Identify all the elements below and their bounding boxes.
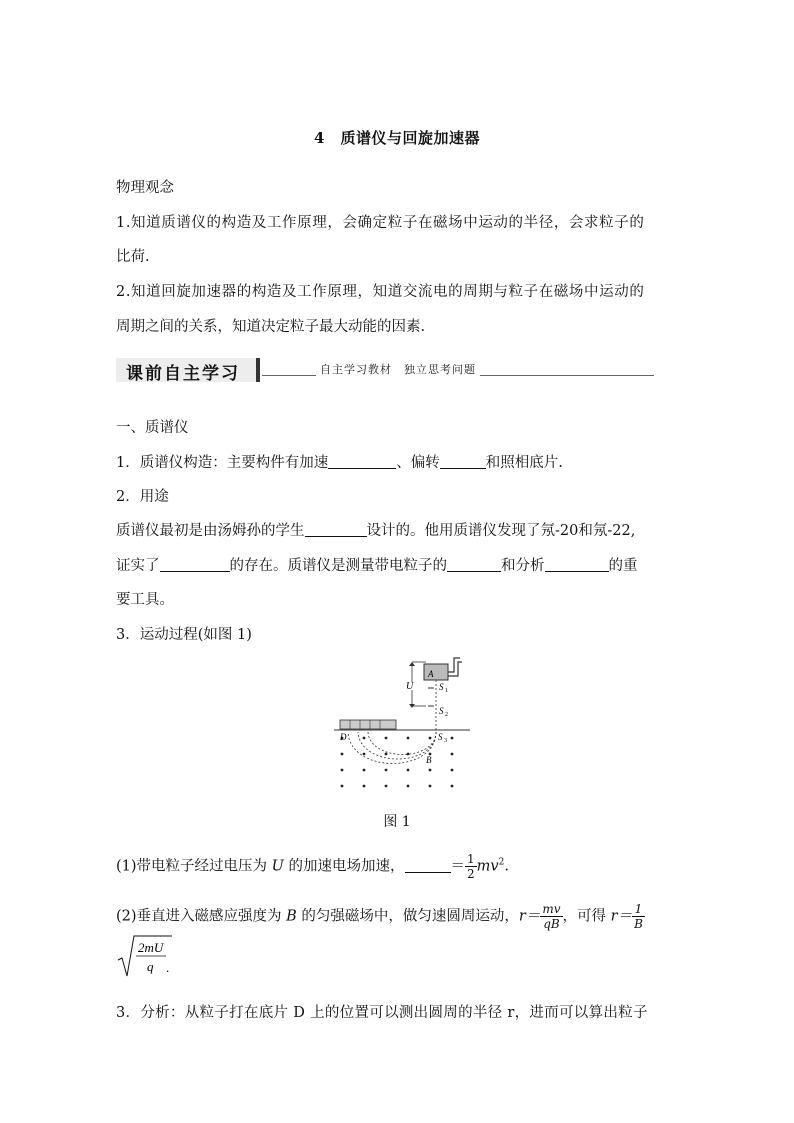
label-s3: S — [438, 732, 443, 742]
step-2-var: B — [286, 908, 297, 925]
section-banner — [116, 358, 656, 384]
page-title: 4 质谱仪与回旋加速器 — [314, 129, 480, 147]
label-s2: S — [439, 706, 444, 716]
source-pipe-inner — [448, 662, 462, 676]
fraction-mv-qb: $\frac{mv}{qB}$ — [542, 902, 561, 931]
concept-1-line-2: 比荷. — [116, 249, 150, 265]
step-1-tail: mv — [476, 858, 499, 875]
item-2-l2-mid1: 的存在。质谱仪是测量带电粒子的 — [229, 558, 447, 574]
voltage-arrowhead-up — [409, 662, 415, 666]
photographic-plate — [340, 720, 396, 729]
item-2-l2-mid2: 和分析 — [501, 558, 545, 574]
section-heading-mass-spectrometer: 一、质谱仪 — [116, 420, 189, 436]
item-3-heading: 3．运动过程(如图 1) — [116, 627, 252, 643]
banner-subtitle: 自主学习教材 独立思考问题 — [316, 361, 480, 377]
mass-spectrometer-diagram — [330, 656, 476, 796]
item-2-line-3: 要工具。 — [116, 592, 174, 608]
label-s1-sub: 1 — [445, 688, 448, 694]
figure-caption: 图 1 — [383, 814, 411, 830]
trajectory-2 — [358, 732, 436, 759]
item-1-prefix: 1．质谱仪构造：主要构件有加速 — [116, 455, 329, 471]
item-2-l2-suffix: 的重 — [608, 558, 638, 574]
concept-2-line-2: 周期之间的关系，知道决定粒子最大动能的因素. — [116, 319, 426, 335]
concept-1-line-1: 1.知道质谱仪的构造及工作原理，会确定粒子在磁场中运动的半径，会求粒子的 — [116, 215, 645, 231]
step-2-r1: r＝ — [518, 908, 541, 925]
label-s1: S — [439, 682, 444, 692]
sqrt-denominator: q — [147, 959, 154, 974]
blank-designer — [305, 522, 367, 537]
item-2-line-2 — [116, 556, 638, 576]
item-2-heading: 2．用途 — [116, 489, 169, 505]
step-1-var: U — [271, 858, 284, 875]
trajectory-3 — [368, 732, 436, 755]
step-2-r2: r＝ — [610, 908, 633, 925]
item-1 — [116, 453, 563, 473]
step-1-mid: 的加速电场加速， — [283, 858, 405, 875]
step-1 — [116, 852, 509, 881]
blank-deflecting — [440, 454, 486, 469]
label-u: U — [406, 681, 414, 692]
blank-isotope — [160, 557, 230, 572]
fraction-half: $\frac{1}{2}$ — [467, 852, 475, 881]
fraction-one-b: $\frac{1}{B}$ — [634, 902, 643, 931]
step-2-comma: ，可得 — [562, 908, 611, 925]
item-2-l1-prefix: 质谱仪最初是由汤姆孙的学生 — [116, 523, 305, 539]
step-1-end: . — [504, 858, 509, 875]
blank-kinetic-energy — [405, 858, 451, 873]
label-s3-sub: 3 — [444, 738, 447, 744]
banner-title: 课前自主学习 — [126, 364, 240, 384]
item-analysis: 3．分析：从粒子打在底片 D 上的位置可以测出圆周的半径 r，进而可以算出粒子 — [116, 1005, 648, 1021]
label-d: D — [340, 732, 347, 742]
label-a: A — [428, 669, 434, 679]
label-s2-sub: 2 — [445, 712, 448, 718]
step-2-mid: 的匀强磁场中，做匀速圆周运动， — [296, 908, 519, 925]
concept-heading: 物理观念 — [116, 180, 174, 196]
item-1-suffix: 和照相底片. — [485, 455, 563, 471]
blank-measure — [447, 557, 501, 572]
blank-analyze — [545, 557, 609, 572]
step-1-eq: ＝ — [450, 858, 465, 875]
sqrt-end: . — [166, 960, 170, 975]
banner-box — [116, 358, 260, 382]
step-2-prefix: (2)垂直进入磁感应强度为 — [116, 908, 287, 925]
magnetic-field-dots — [341, 737, 454, 788]
sqrt-numerator: 2mU — [138, 940, 164, 955]
blank-accelerating — [328, 454, 396, 469]
label-b: B — [426, 755, 432, 765]
concept-2-line-1: 2.知道回旋加速器的构造及工作原理，知道交流电的周期与粒子在磁场中运动的 — [116, 284, 645, 300]
square-root-expression — [116, 934, 176, 978]
step-1-prefix: (1)带电粒子经过电压为 — [116, 858, 272, 875]
step-1-sup: 2 — [498, 857, 505, 868]
item-2-l2-prefix: 证实了 — [116, 558, 160, 574]
item-2-l1-suffix: 设计的。他用质谱仪发现了氖-20和氖-22, — [366, 523, 636, 539]
item-2-line-1 — [116, 521, 635, 541]
item-1-mid: 、偏转 — [396, 455, 440, 471]
step-2 — [116, 902, 645, 931]
